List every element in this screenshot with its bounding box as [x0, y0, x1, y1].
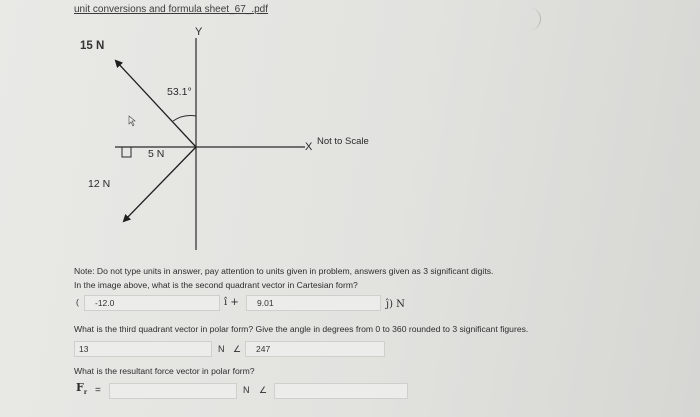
question-1-text: In the image above, what is the second quadrant vector in Cartesian form?	[74, 280, 358, 290]
q2-angle-input[interactable]	[245, 341, 385, 357]
not-to-scale-label: Not to Scale	[317, 136, 369, 147]
angle-symbol-icon: ∠	[233, 344, 242, 354]
angle-value: 53.1	[167, 86, 188, 98]
q3-angle-input[interactable]	[274, 383, 408, 399]
note-text: Note: Do not type units in answer, pay attention to units given in problem, answers given as 3 significant digits.	[74, 266, 494, 276]
close-bracket-icon[interactable]	[530, 8, 541, 30]
resultant-f-symbol	[76, 381, 87, 396]
f-symbol: F	[76, 381, 84, 394]
question-3-text: What is the resultant force vector in polar form?	[74, 366, 255, 376]
q3-magnitude-input[interactable]	[109, 383, 237, 399]
q3-angle-symbol-icon: ∠	[259, 385, 268, 395]
j-component-value: 9.01	[257, 298, 274, 308]
i-hat-label: î +	[224, 297, 239, 308]
force-12n-label: 12 N	[88, 178, 111, 190]
i-component-value: -12.0	[95, 298, 115, 308]
y-axis-label: Y	[195, 26, 203, 38]
paren-open: (	[76, 297, 79, 307]
force-15n-label: 15 N	[80, 40, 105, 52]
q2-magnitude-input[interactable]	[74, 341, 212, 357]
pdf-file-link[interactable]: unit conversions and formula sheet_67_.pdf	[74, 4, 269, 15]
force-5n-label: 5 N	[148, 148, 165, 160]
q2-unit-label: N	[218, 344, 225, 354]
x-axis-label: X	[305, 141, 313, 153]
j-component-input[interactable]	[246, 295, 381, 311]
right-angle-mark	[122, 147, 131, 157]
q2-angle-value: 247	[256, 344, 271, 354]
f-subscript: r	[83, 389, 87, 397]
cursor-icon	[129, 116, 135, 126]
angle-unit: °	[187, 86, 192, 98]
vector-15n	[116, 61, 196, 147]
j-hat-label: ĵ) N	[386, 299, 405, 310]
vector-diagram	[60, 18, 460, 258]
angle-arc	[173, 116, 196, 121]
q2-magnitude-value: 13	[79, 344, 89, 354]
q3-unit-label: N	[243, 385, 250, 395]
i-component-input[interactable]	[84, 295, 220, 311]
angle-label	[167, 86, 192, 98]
equals-sign: =	[95, 385, 101, 396]
question-2-text: What is the third quadrant vector in polar form? Give the angle in degrees from 0 to 360 rounded to 3 significant figures.	[74, 324, 529, 334]
